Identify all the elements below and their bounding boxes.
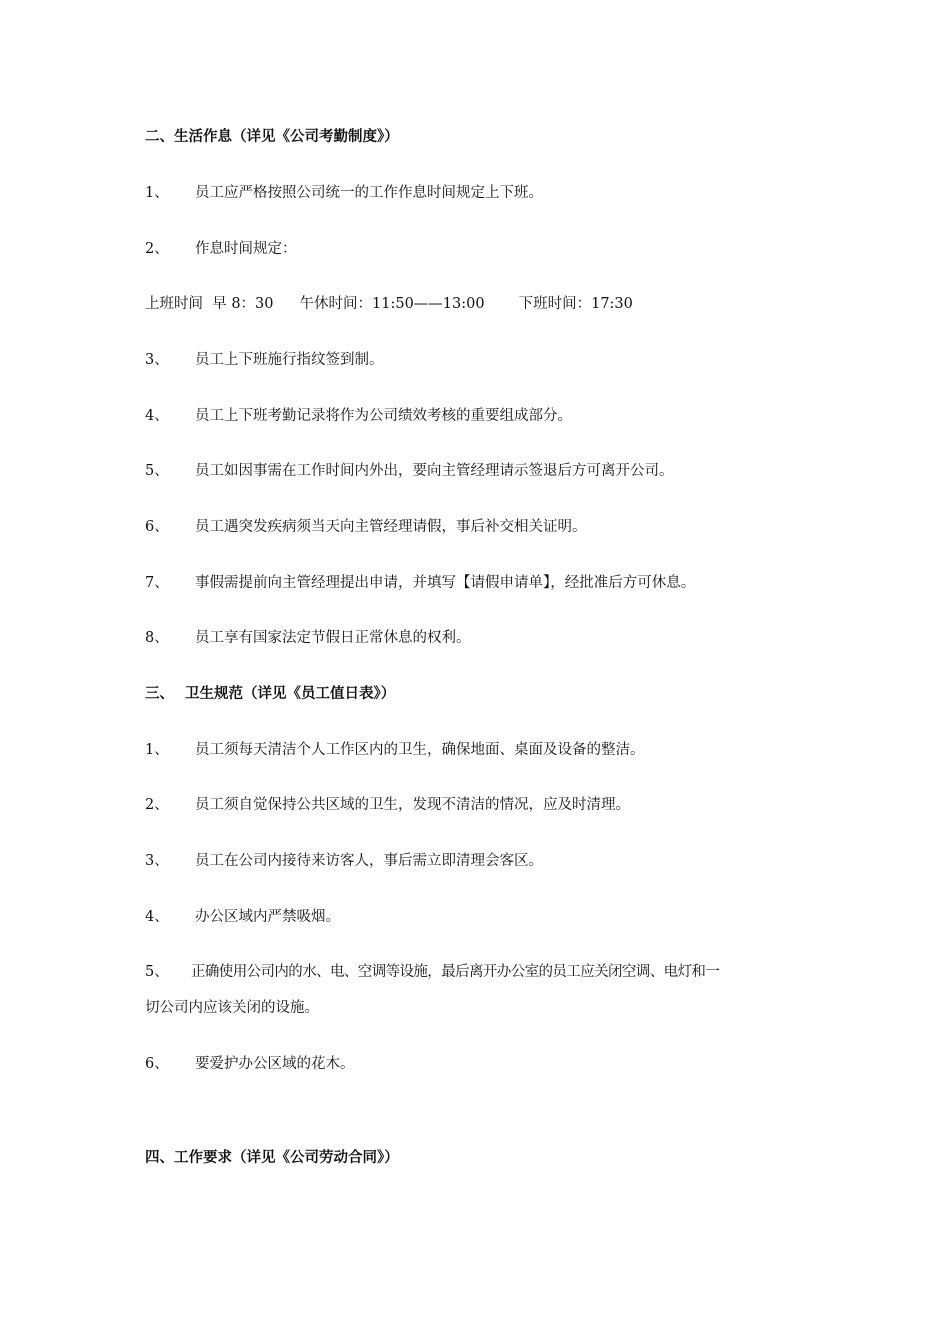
item-number: 5、 xyxy=(145,463,169,479)
item-text: 办公区域内严禁吸烟。 xyxy=(195,909,340,925)
schedule-line xyxy=(145,294,633,314)
item-number: 8、 xyxy=(145,630,169,646)
lunch-time: 午休时间：11:50——13:00 xyxy=(299,296,485,312)
item-text: 员工须每天清洁个人工作区内的卫生，确保地面、桌面及设备的整洁。 xyxy=(195,742,645,758)
item-number: 2、 xyxy=(145,797,169,813)
item-number: 2、 xyxy=(145,241,169,257)
item-text: 正确使用公司内的水、电、空调等设施，最后离开办公室的员工应关闭空调、电灯和一 xyxy=(191,964,720,980)
work-end-time: 下班时间：17:30 xyxy=(518,296,633,312)
item-number: 5、 xyxy=(145,964,169,980)
section2-item-3 xyxy=(145,350,384,370)
item-text: 员工遇突发疾病须当天向主管经理请假，事后补交相关证明。 xyxy=(195,519,587,535)
section3-item-3 xyxy=(145,851,543,871)
item-text: 要爱护办公区域的花木。 xyxy=(195,1056,355,1072)
section3-item-6 xyxy=(145,1054,355,1074)
section2-item-6 xyxy=(145,517,587,537)
item-number: 3、 xyxy=(145,853,169,869)
section3-item-4 xyxy=(145,907,340,927)
section3-item-2 xyxy=(145,795,630,815)
item-text: 作息时间规定： xyxy=(195,241,297,257)
item-number: 6、 xyxy=(145,519,169,535)
section2-item-1 xyxy=(145,183,543,203)
item-number: 6、 xyxy=(145,1056,169,1072)
section2-item-2 xyxy=(145,239,297,259)
section3-item-1 xyxy=(145,740,645,760)
item-text: 员工上下班施行指纹签到制。 xyxy=(195,352,384,368)
item-text: 员工在公司内接待来访客人，事后需立即清理会客区。 xyxy=(195,853,543,869)
section2-item-8 xyxy=(145,628,471,648)
item-text: 事假需提前向主管经理提出申请，并填写【请假申请单】，经批准后方可休息。 xyxy=(195,575,696,591)
item-text: 员工上下班考勤记录将作为公司绩效考核的重要组成部分。 xyxy=(195,408,572,424)
item-text: 员工享有国家法定节假日正常休息的权利。 xyxy=(195,630,471,646)
section3-item-5 xyxy=(145,962,719,982)
section4-heading: 四、工作要求（详见《公司劳动合同》） xyxy=(145,1150,399,1166)
item-number: 4、 xyxy=(145,408,169,424)
item-text: 员工如因事需在工作时间内外出，要向主管经理请示签退后方可离开公司。 xyxy=(195,463,674,479)
item-text: 员工应严格按照公司统一的工作作息时间规定上下班。 xyxy=(195,185,543,201)
item-number: 1、 xyxy=(145,742,169,758)
section2-item-7 xyxy=(145,573,695,593)
section2-item-4 xyxy=(145,406,572,426)
item-number: 4、 xyxy=(145,909,169,925)
section3-item-5-continued xyxy=(145,998,319,1018)
section3-heading-line xyxy=(145,684,395,704)
section2-heading: 二、生活作息（详见《公司考勤制度》） xyxy=(145,129,399,145)
section3-heading: 卫生规范（详见《员工值日表》） xyxy=(185,686,396,702)
item-number: 1、 xyxy=(145,185,169,201)
section3-number: 三、 xyxy=(145,686,174,702)
work-start-time: 上班时间 早 8：30 xyxy=(145,296,274,312)
item-text: 员工须自觉保持公共区域的卫生，发现不清洁的情况，应及时清理。 xyxy=(195,797,630,813)
section2-item-5 xyxy=(145,461,674,481)
item-number: 7、 xyxy=(145,575,169,591)
item-text-continued: 切公司内应该关闭的设施。 xyxy=(145,1000,319,1016)
item-number: 3、 xyxy=(145,352,169,368)
